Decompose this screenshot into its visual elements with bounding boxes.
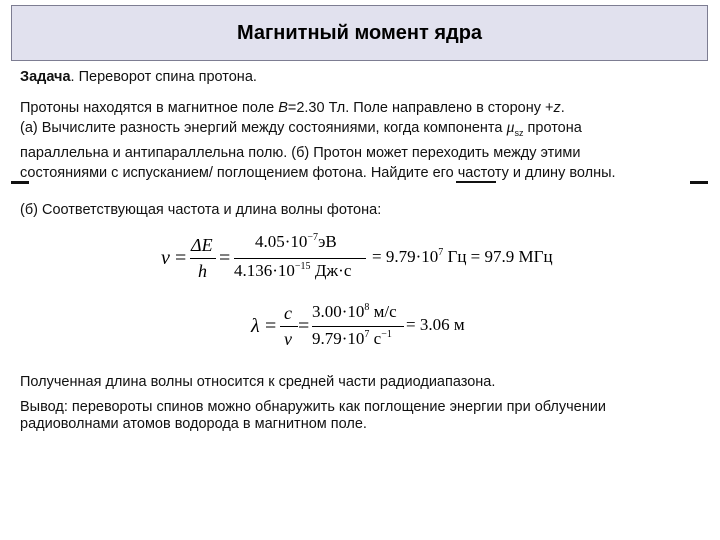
problem-text: протона — [523, 120, 582, 136]
problem-text: =2.30 Тл. Поле направлено в сторону + — [287, 100, 554, 116]
planck-h: h — [198, 261, 207, 281]
num-value: 3.00·10 — [312, 302, 365, 321]
problem-text: (а) Вычислите разность энергий между состояниями, когда компонента — [20, 120, 507, 136]
fraction-line — [280, 326, 298, 327]
frequency-denominator — [312, 329, 392, 349]
equals-sign: = — [265, 315, 277, 337]
subheading: (б) Соответствующая частота и длина волны фотона: — [20, 202, 382, 218]
den-unit: Дж·с — [314, 261, 352, 280]
num-unit: м/с — [373, 302, 397, 321]
problem-text: Протоны находятся в магнитное поле — [20, 100, 279, 116]
divider-right — [690, 181, 708, 184]
axis-symbol: z — [553, 100, 561, 116]
problem-line-3: параллельна и антипараллельна полю. (б) Протон может переходить между этими — [20, 144, 581, 161]
divider-mid — [456, 181, 496, 183]
conclusion-line-1: Вывод: перевороты спинов можно обнаружить как поглощение энергии при облучении — [20, 399, 606, 415]
mu-subscript: sz — [514, 127, 524, 138]
nu-symbol: ν — [161, 247, 170, 269]
slide-title: Магнитный момент ядра — [236, 21, 483, 44]
planck-denominator — [234, 261, 351, 281]
fraction-line — [312, 326, 404, 327]
problem-line-4: состояниями с испусканием/ поглощением фотона. Найдите его частоту и длину волны. — [20, 164, 616, 181]
wavelength-result: = 3.06 м — [406, 315, 465, 334]
task-label: Задача — [20, 69, 71, 85]
delta-e: ΔE — [191, 235, 213, 255]
num-exponent: −7 — [307, 232, 319, 243]
conclusion-range: Полученная длина волны относится к средней части радиодиапазона. — [20, 374, 496, 390]
result-exponent: 7 — [438, 247, 444, 258]
problem-line-2 — [20, 118, 616, 143]
title-bar — [11, 5, 708, 61]
problem-text: . — [560, 100, 565, 116]
conclusion-line-2: радиоволнами атомов водорода в магнитном поле. — [20, 416, 367, 432]
den-exponent: 7 — [364, 329, 370, 340]
light-speed-c: c — [284, 303, 292, 323]
num-unit: эВ — [318, 232, 337, 251]
fraction-line — [190, 258, 216, 259]
lambda-symbol: λ — [251, 315, 260, 337]
energy-numerator — [255, 232, 337, 252]
equals-sign: = — [298, 315, 310, 337]
equals-sign: = — [175, 247, 187, 269]
problem-statement — [20, 98, 616, 183]
fraction-line — [234, 258, 366, 259]
num-value: 4.05·10 — [255, 232, 308, 251]
den-unit-exponent: −1 — [381, 329, 392, 340]
mu-symbol: μ — [506, 119, 515, 136]
task-line — [20, 67, 257, 87]
den-value: 9.79·10 — [312, 329, 365, 348]
speed-numerator — [312, 302, 397, 322]
den-exponent: −15 — [294, 261, 311, 272]
frequency-result — [372, 247, 553, 267]
result-unit: Гц = 97.9 МГц — [447, 247, 553, 266]
result-value: = 9.79·10 — [372, 247, 439, 266]
den-unit: с — [373, 329, 382, 348]
num-exponent: 8 — [364, 302, 370, 313]
task-text: . Переворот спина протона. — [70, 69, 257, 85]
den-value: 4.136·10 — [234, 261, 295, 280]
equals-sign: = — [219, 247, 231, 269]
nu-symbol: ν — [284, 329, 292, 349]
field-symbol: B — [278, 100, 288, 116]
divider-left — [11, 181, 29, 184]
problem-line-1 — [20, 98, 616, 118]
